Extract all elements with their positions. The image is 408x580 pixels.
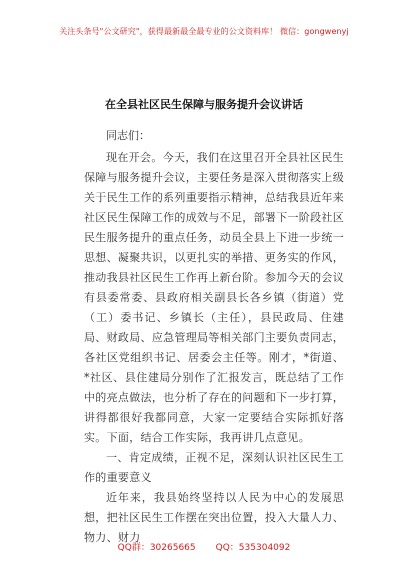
paragraph-section-one: 近年来，我县始终坚持以人民为中心的发展思想，把社区民生工作摆在突出位置，投入大量人力、物力、财力 [84, 491, 344, 544]
paragraph-opening: 现在开会。今天，我们在这里召开全县社区民生保障与服务提升会议，主要任务是深入贯彻落实上级关于民生工作的系列重要指示精神，总结我县近年来社区民生保障工作的成效与不足，部署下一阶段社区民生服务提升的重点任务，动员全县上下进一步统一思想、凝聚共识，以更扎实的举措、更务实的作风，推动我县社区民生工作再上新台阶。参加今天的会议有县委常委、县政府相关副县长各乡镇（街道）党（工）委书记、乡镇长（主任），县民政局、住建局、财政局、应急管理局等相关部门主要负责同志，各社区党组织书记、居委会主任等。刚才，*街道、*社区、县住建局分别作了汇报发言，既总结了工作中的亮点做法，也分析了存在的问题和下一步打算，讲得都很好我都同意，大家一定要结合实际抓好落实。下面，结合工作实际，我再讲几点意见。 [84, 151, 344, 444]
header-promo-note: 关注头条号"公文研究"，获得最新最全最专业的公文资料库！ 微信：gongwenyj [59, 27, 349, 36]
footer-qq-group: QQ群：30265665 [117, 543, 196, 553]
section-heading-one: 一、肯定成绩，正视不足，深刻认识社区民生工作的重要意义 [84, 451, 344, 484]
footer-contact [0, 540, 408, 553]
speech-body [84, 122, 344, 548]
footer-qq-number: QQ：535304092 [215, 543, 291, 553]
page-title: 在全县社区民生保障与服务提升会议讲话 [105, 98, 303, 111]
greeting: 同志们： [106, 129, 150, 142]
